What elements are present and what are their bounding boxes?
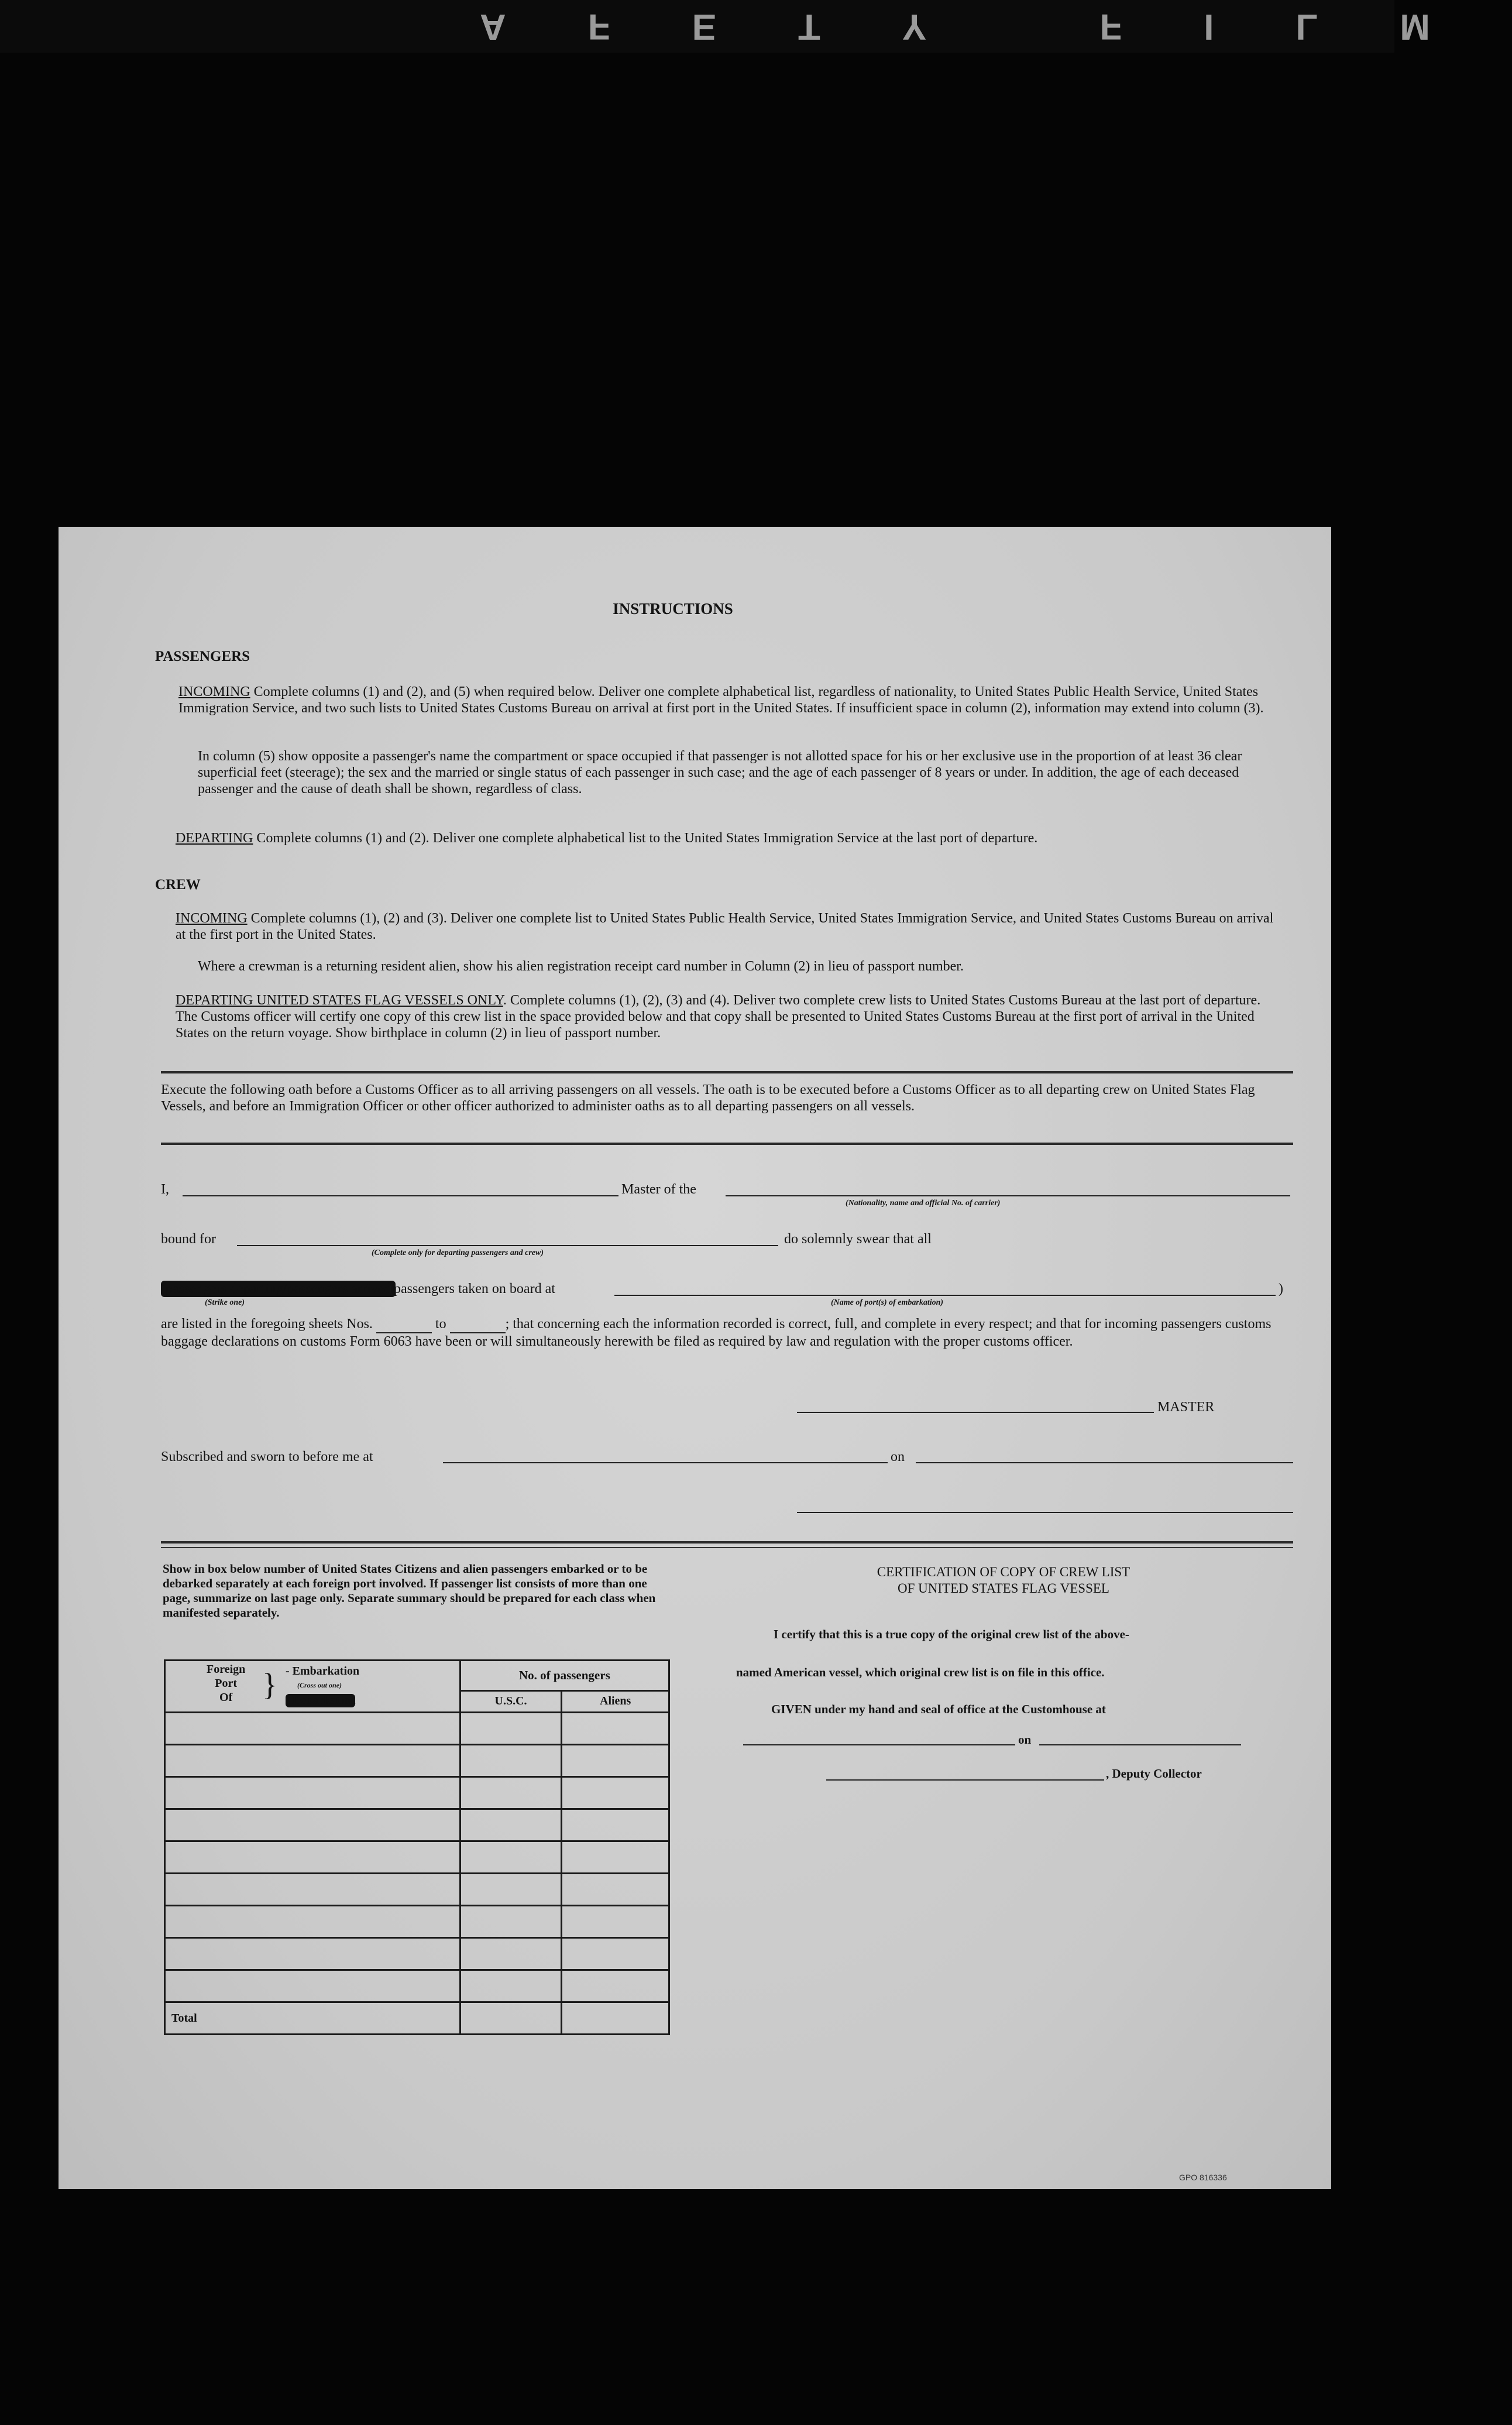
section-divider	[161, 1143, 1293, 1145]
no-of-passengers-header: No. of passengers	[460, 1661, 669, 1691]
master-of-the-label: Master of the	[621, 1182, 696, 1197]
usc-header: U.S.C.	[460, 1690, 562, 1712]
table-row	[165, 1970, 669, 2002]
page-title: INSTRUCTIONS	[613, 600, 733, 618]
passengers-incoming	[178, 684, 1279, 716]
close-paren: )	[1279, 1281, 1283, 1296]
gpo-stamp: GPO 816336	[1179, 2173, 1227, 2182]
cross-out-note: (Cross out one)	[297, 1681, 342, 1689]
of-label: Of	[219, 1691, 233, 1704]
nationality-note: (Nationality, name and official No. of carrier)	[846, 1199, 1001, 1208]
listed-text: are listed in the foregoing sheets Nos.	[161, 1316, 373, 1332]
ports-summary-table	[164, 1659, 670, 2035]
aliens-header: Aliens	[562, 1690, 669, 1712]
passengers-column5: In column (5) show opposite a passenger's name the compartment or space occupied if that passenger is not allotted space for his or her exclusive use in the proportion of at least 36 clear superficial feet (steerage); the sex and the married or single status of each passenger in such case; and the age of each passenger of 8 years or under. In addition, the age of each deceased passenger and the cause of death shall be shown, regardless of class.	[198, 749, 1242, 797]
passengers-incoming-label: INCOMING	[178, 684, 250, 699]
bound-for-field[interactable]	[237, 1245, 778, 1246]
passengers-departing-label: DEPARTING	[176, 831, 253, 846]
sworn-date-field[interactable]	[916, 1462, 1293, 1463]
table-row	[165, 1874, 669, 1906]
master-label: MASTER	[1157, 1400, 1215, 1415]
struck-options	[161, 1281, 396, 1297]
section-divider	[161, 1541, 1293, 1544]
given-text: GIVEN under my hand and seal of office at the Customhouse at	[771, 1702, 1106, 1716]
certification-title	[775, 1564, 1232, 1597]
certify-text: I certify that this is a true copy of the original crew list of the above-	[774, 1627, 1129, 1641]
brace-glyph: }	[262, 1667, 277, 1702]
section-divider-thin	[161, 1547, 1293, 1548]
total-row	[165, 2002, 669, 2035]
do-swear-text: do solemnly swear that all	[784, 1232, 932, 1247]
deputy-signature-field[interactable]	[826, 1779, 1104, 1781]
passengers-departing-text: Complete columns (1) and (2). Deliver one complete alphabetical list to the United States Immigration Service at the last port of departure.	[256, 831, 1038, 846]
crew-departing: DEPARTING UNITED STATES FLAG VESSELS ONLY. Complete columns (1), (2), (3) and (4). Deliver two complete crew lists to United States Customs Bureau at the last port of departure. The Customs officer will certify one copy of this crew list in the space provided below and that copy shall be presented to United States Customs Bureau at the first port of arrival in the United States on the return voyage. Show birthplace in column (2) in lieu of passport number.	[176, 993, 1261, 1041]
carrier-field[interactable]	[726, 1195, 1290, 1196]
bound-for-label: bound for	[161, 1232, 216, 1247]
deputy-collector-label: , Deputy Collector	[1106, 1767, 1202, 1781]
table-row	[165, 1745, 669, 1777]
oath-instruction: Execute the following oath before a Customs Officer as to all arriving passengers on all vessels. The oath is to be executed before a Customs Officer as to all departing crew on United States Flag Vessels, and before an Immigration Officer or other officer authorized to administer oaths as to all departing passengers on all vessels.	[161, 1082, 1255, 1114]
port-note: (Name of port(s) of embarkation)	[831, 1298, 944, 1307]
bound-for-note: (Complete only for departing passengers and crew)	[372, 1248, 544, 1257]
film-edge	[0, 0, 1512, 53]
foreign-label: Foreign	[207, 1663, 246, 1676]
film-edge-text: AFETY FILM	[480, 6, 1512, 47]
total-label: Total	[165, 2002, 461, 2035]
customhouse-field[interactable]	[743, 1744, 1015, 1745]
port-of-embarkation-field[interactable]	[614, 1295, 1276, 1296]
sworn-at-field[interactable]	[443, 1462, 888, 1463]
debarkation-struck: - Debarkation	[286, 1694, 356, 1707]
table-row	[165, 1809, 669, 1841]
crew-departing-text: Complete columns (1), (2), (3) and (4). Deliver two complete crew lists to United States Customs Bureau at the last port of departure. The Customs officer will certify one copy of this crew list in the space provided below and that copy shall be presented to United States Customs Bureau at the first port of arrival in the United States on the return voyage. Show birthplace in column (2) in lieu of passport number.	[176, 993, 1261, 1041]
certify-text-2: named American vessel, which original crew list is on file in this office.	[736, 1665, 1105, 1679]
section-divider	[161, 1071, 1293, 1073]
certification-date-field[interactable]	[1039, 1744, 1241, 1745]
table-row	[165, 1841, 669, 1874]
sheet-from-field[interactable]	[376, 1316, 432, 1333]
officer-signature-field[interactable]	[797, 1512, 1293, 1513]
passengers-incoming-text: Complete columns (1) and (2), and (5) when required below. Deliver one complete alphabetical list, regardless of nationality, to United States Public Health Service, United States Immigration Service, and two such lists to United States Customs Bureau on arrival at first port in the United States. If insufficient space in column (2), information may extend into column (3).	[178, 684, 1264, 716]
document-page	[59, 527, 1331, 2189]
passengers-heading: PASSENGERS	[155, 649, 250, 664]
master-signature-field[interactable]	[797, 1412, 1154, 1413]
master-name-field[interactable]	[183, 1195, 618, 1196]
table-row	[165, 1906, 669, 1938]
crew-heading: CREW	[155, 877, 201, 893]
certification-title-line2: OF UNITED STATES FLAG VESSEL	[898, 1581, 1109, 1596]
crew-incoming	[176, 910, 1281, 943]
sheet-to-field[interactable]	[450, 1316, 506, 1333]
listed-paragraph	[161, 1316, 1284, 1350]
certification-title-line1: CERTIFICATION OF COPY OF CREW LIST	[877, 1565, 1130, 1579]
certification-on-label: on	[1018, 1733, 1032, 1747]
oath-i-label: I,	[161, 1182, 169, 1197]
crew-incoming-label: INCOMING	[176, 911, 248, 926]
table-row	[165, 1777, 669, 1809]
taken-on-board-label: (passengers taken on board at	[389, 1281, 555, 1296]
struck-out-text: (passengers departing/passengers arrived)	[161, 1281, 396, 1296]
ports-header-cell	[165, 1661, 461, 1713]
crew-incoming-text: Complete columns (1), (2) and (3). Deliver one complete list to United States Public Health Service, United States Immigration Service, and United States Customs Bureau on arrival at the first port in the United States.	[176, 911, 1274, 942]
subscribed-label: Subscribed and sworn to before me at	[161, 1449, 373, 1464]
sworn-on-label: on	[891, 1449, 905, 1464]
concerning-text: ; that concerning each the information recorded is correct, full, and complete in every respect; and that for incoming passengers customs baggage declarations on customs Form 6063 have been or will simultaneously herewith be filed as required by law and regulation with the proper customs officer.	[161, 1316, 1272, 1349]
to-label: to	[435, 1316, 446, 1332]
embarkation-label: - Embarkation	[286, 1665, 360, 1678]
table-row	[165, 1713, 669, 1745]
passengers-departing	[176, 830, 1281, 846]
crew-resident-note: Where a crewman is a returning resident alien, show his alien registration receipt card number in Column (2) in lieu of passport number.	[198, 959, 964, 974]
port-label: Port	[215, 1677, 238, 1690]
crew-departing-label: DEPARTING UNITED STATES FLAG VESSELS ONLY	[176, 993, 503, 1008]
table-row	[165, 1938, 669, 1970]
strike-note: (Strike one)	[205, 1298, 245, 1307]
box-instructions: Show in box below number of United States Citizens and alien passengers embarked or to be debarked separately at each foreign port involved. If passenger list consists of more than one page, summarize on last page only. Separate summary should be prepared for each class when manifested separately.	[163, 1562, 656, 1620]
